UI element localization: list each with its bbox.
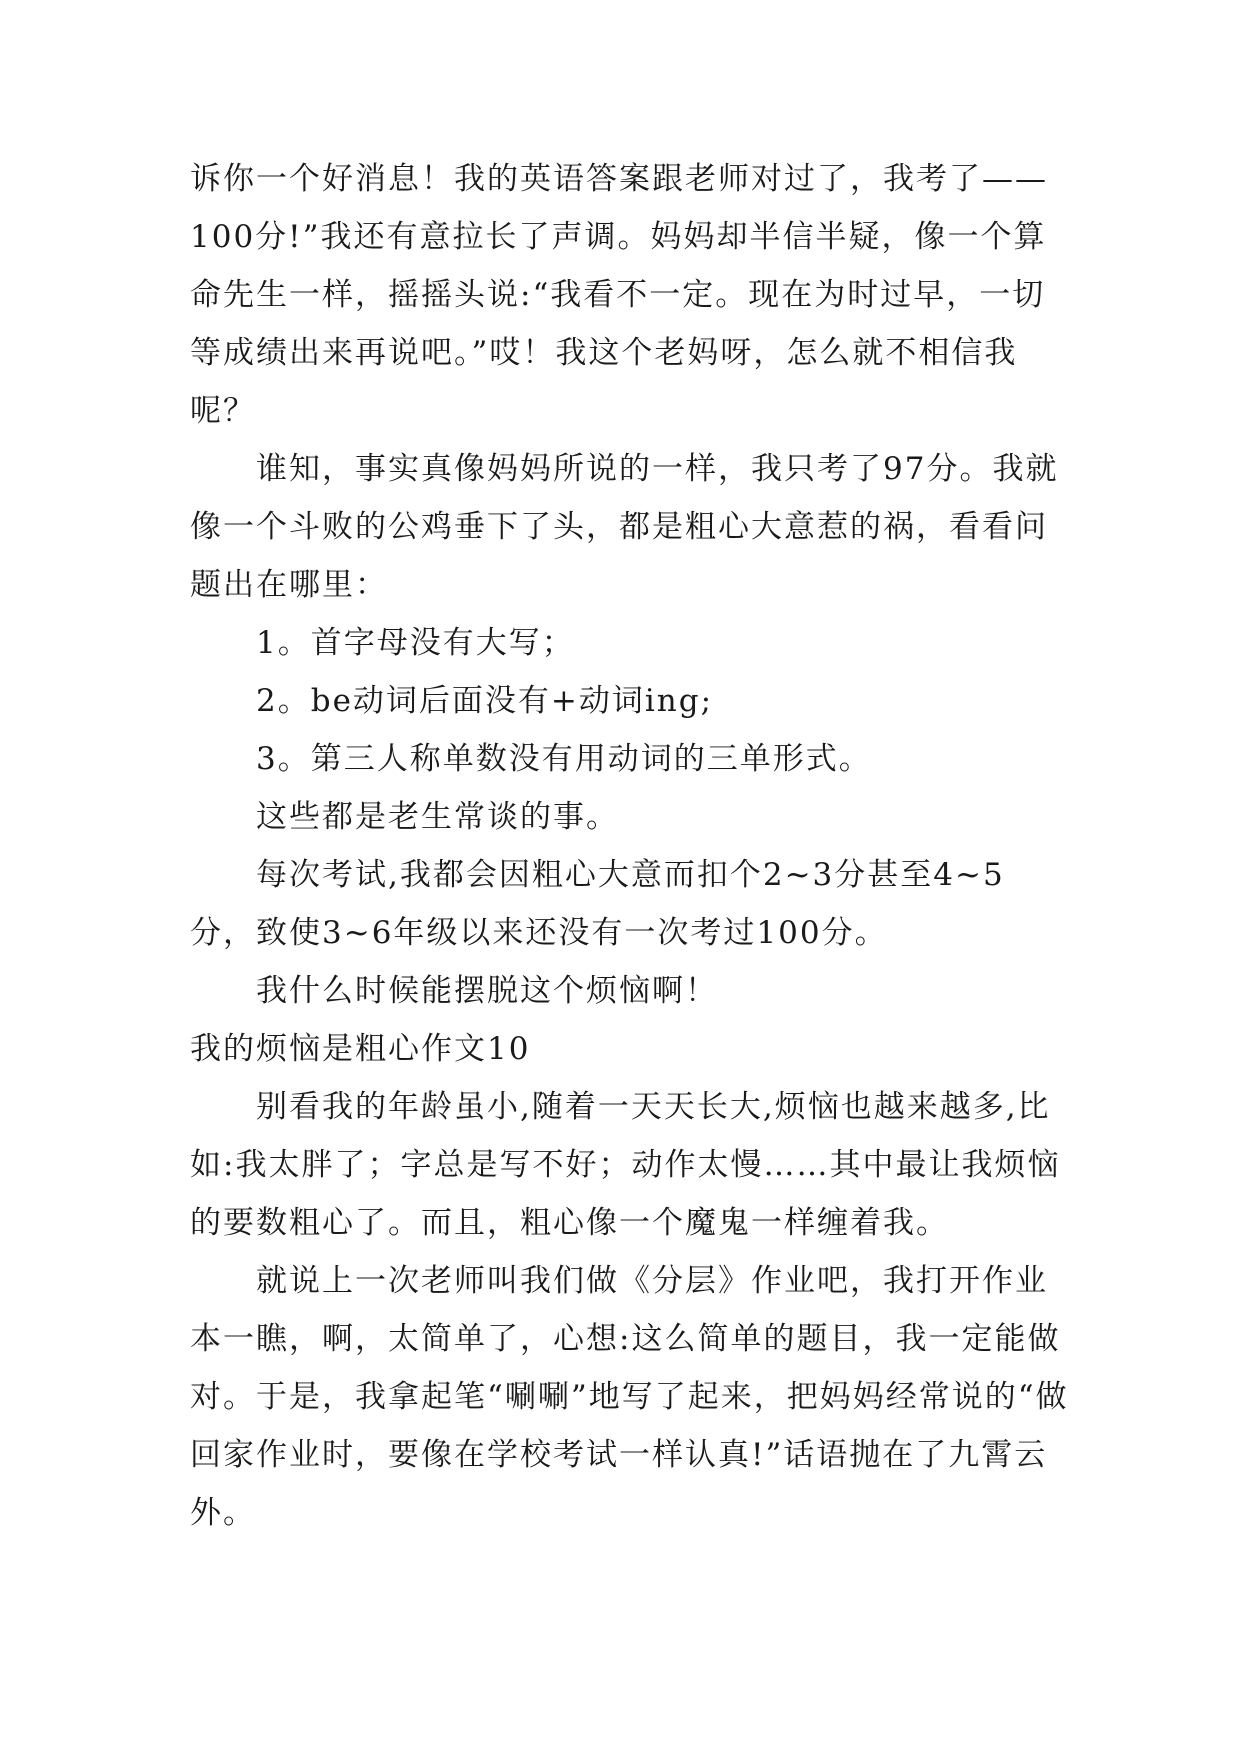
paragraph-continued: 诉你一个好消息！我的英语答案跟老师对过了，我考了——100分!”我还有意拉长了声调。妈妈却半信半疑，像一个算命先生一样，摇摇头说:“我看不一定。现在为时过早，一切等成绩出来再说吧。”哎！我这个老妈呀，怎么就不相信我呢？ [190,161,1048,429]
paragraph: 每次考试,我都会因粗心大意而扣个2~3分甚至4~5分，致使3~6年级以来还没有一次考过100分。 [190,857,1005,951]
paragraph: 谁知，事实真像妈妈所说的一样，我只考了97分。我就像一个斗败的公鸡垂下了头，都是粗心大意惹的祸，看看问题出在哪里： [190,451,1059,603]
paragraph: 这些都是老生常谈的事。 [256,799,619,835]
paragraph: 我什么时候能摆脱这个烦恼啊！ [256,973,718,1009]
paragraph: 别看我的年龄虽小,随着一天天长大,烦恼也越来越多,比如:我太胖了；字总是写不好；动作太慢……其中最让我烦恼的要数粗心了。而且，粗心像一个魔鬼一样缠着我。 [190,1089,1061,1241]
list-item: 2。be动词后面没有+动词ing; [256,683,714,719]
list-item: 3。第三人称单数没有用动词的三单形式。 [256,741,872,777]
list-item: 1。首字母没有大写； [256,625,575,661]
section-heading: 我的烦恼是粗心作文10 [190,1031,531,1067]
paragraph: 就说上一次老师叫我们做《分层》作业吧，我打开作业本一瞧，啊，太简单了，心想:这么简单的题目，我一定能做对。于是，我拿起笔“唰唰”地写了起来，把妈妈经常说的“做回家作业时，要像在学校考试一样认真!”话语抛在了九霄云外。 [190,1263,1069,1531]
document-body [190,150,1070,1542]
